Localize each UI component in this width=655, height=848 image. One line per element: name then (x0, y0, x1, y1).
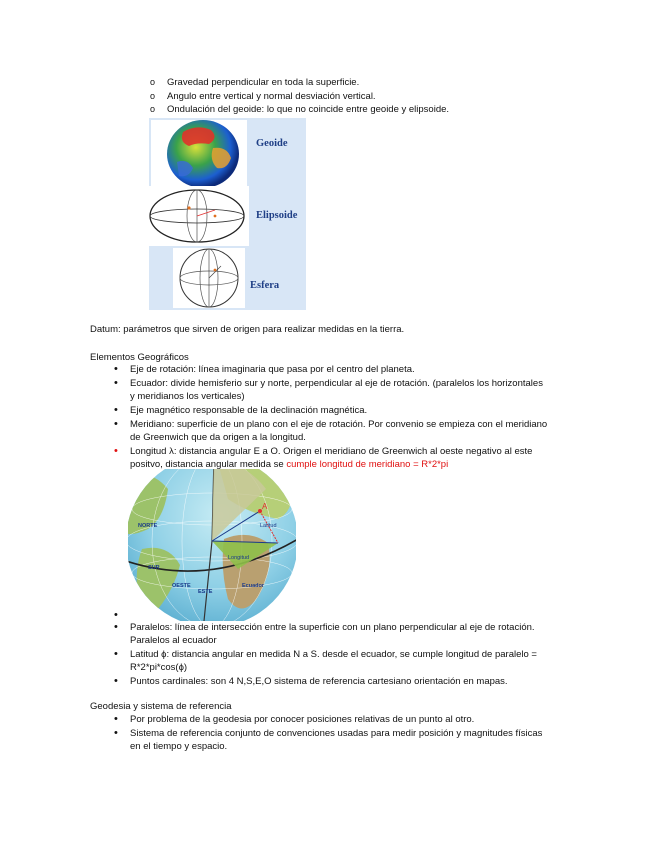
latitude-label: Latitud (260, 523, 277, 529)
parallels-item: Paralelos: línea de intersección entre la superficie con un plano perpendicular al eje de rotación. (130, 622, 535, 633)
equator-label: Ecuador (242, 583, 265, 589)
meridian-item: Meridiano: superficie de un plano con el eje de rotación. Por convenio se empieza con el meridiano (130, 419, 548, 430)
equator-item: Ecuador: divide hemisferio sur y norte, perpendicular al eje de rotación. (paralelos los horizontales (130, 378, 543, 389)
longitude-item: Longitud λ: distancia angular E a O. Origen el meridiano de Greenwich al oeste negativo al este (130, 446, 533, 457)
bullet-icon: • (114, 727, 118, 739)
latitude-item-cont: R*2*pi*cos(ϕ) (130, 662, 188, 673)
geoid-label: Geoide (256, 138, 288, 149)
point-a-label: A (262, 502, 268, 511)
sub-bullet-undulation: Ondulación del geoide: lo que no coincide entre geoide y elipsoide. (167, 104, 450, 115)
rotation-axis-item: Eje de rotación: línea imaginaria que pasa por el centro del planeta. (130, 364, 415, 375)
datum-definition: Datum: parámetros que sirven de origen para realizar medidas en la tierra. (90, 324, 405, 335)
bullet-icon: • (114, 648, 118, 660)
geodesy-problem-item: Por problema de la geodesia por conocer posiciones relativas de un punto al otro. (130, 714, 475, 725)
geo-elements-heading: Elementos Geográficos (90, 352, 189, 363)
south-label: SUR (148, 565, 160, 571)
sub-bullet-gravity: Gravedad perpendicular en toda la superficie. (167, 77, 360, 88)
ellipsoid-label: Elipsoide (256, 210, 298, 221)
equator-item-cont: y meridianos los verticales) (130, 391, 245, 402)
bullet-icon: • (114, 377, 118, 389)
bullet-icon: • (114, 418, 118, 430)
globe-longitude-latitude-diagram (128, 469, 296, 621)
geodesy-heading: Geodesia y sistema de referencia (90, 701, 232, 712)
latitude-item: Latitud ϕ: distancia angular en medida N a S. desde el ecuador, se cumple longitud de paralelo = (130, 649, 537, 660)
bullet-icon: • (114, 675, 118, 687)
bullet-icon: • (114, 363, 118, 375)
longitude-item-text: positvo, distancia angular medida se (130, 459, 284, 470)
longitude-label: Longitud (228, 555, 250, 561)
sphere-label: Esfera (250, 280, 280, 291)
parallels-item-cont: Paralelos al ecuador (130, 635, 217, 646)
bullet-icon: • (114, 621, 118, 633)
reference-system-item-cont: en el tiempo y espacio. (130, 741, 228, 752)
reference-system-item: Sistema de referencia conjunto de convenciones usadas para medir posición y magnitudes físicas (130, 728, 543, 739)
magnetic-axis-item: Eje magnético responsable de la declinación magnética. (130, 405, 368, 416)
bullet-icon: • (114, 404, 118, 416)
bullet-icon: • (114, 609, 118, 621)
north-label: NORTE (138, 523, 158, 529)
longitude-formula: cumple longitud de meridiano = R*2*pi (286, 459, 449, 470)
circle-bullet-icon: o (150, 104, 156, 114)
earth-shapes-figure (149, 118, 306, 310)
circle-bullet-icon: o (150, 91, 156, 101)
ellipsoid-panel (149, 186, 249, 246)
meridian-item-cont: de Greenwich que da origen a la longitud. (130, 432, 306, 443)
cardinal-points-item: Puntos cardinales: son 4 N,S,E,O sistema de referencia cartesiano orientación en mapas. (130, 676, 508, 687)
bullet-icon: • (114, 713, 118, 725)
circle-bullet-icon: o (150, 77, 156, 87)
west-label: OESTE (172, 583, 191, 589)
sub-bullet-angle: Angulo entre vertical y normal desviación vertical. (167, 91, 376, 102)
east-label: ESTE (198, 589, 213, 595)
red-bullet-icon: • (114, 445, 118, 457)
globe-figure (128, 469, 296, 621)
